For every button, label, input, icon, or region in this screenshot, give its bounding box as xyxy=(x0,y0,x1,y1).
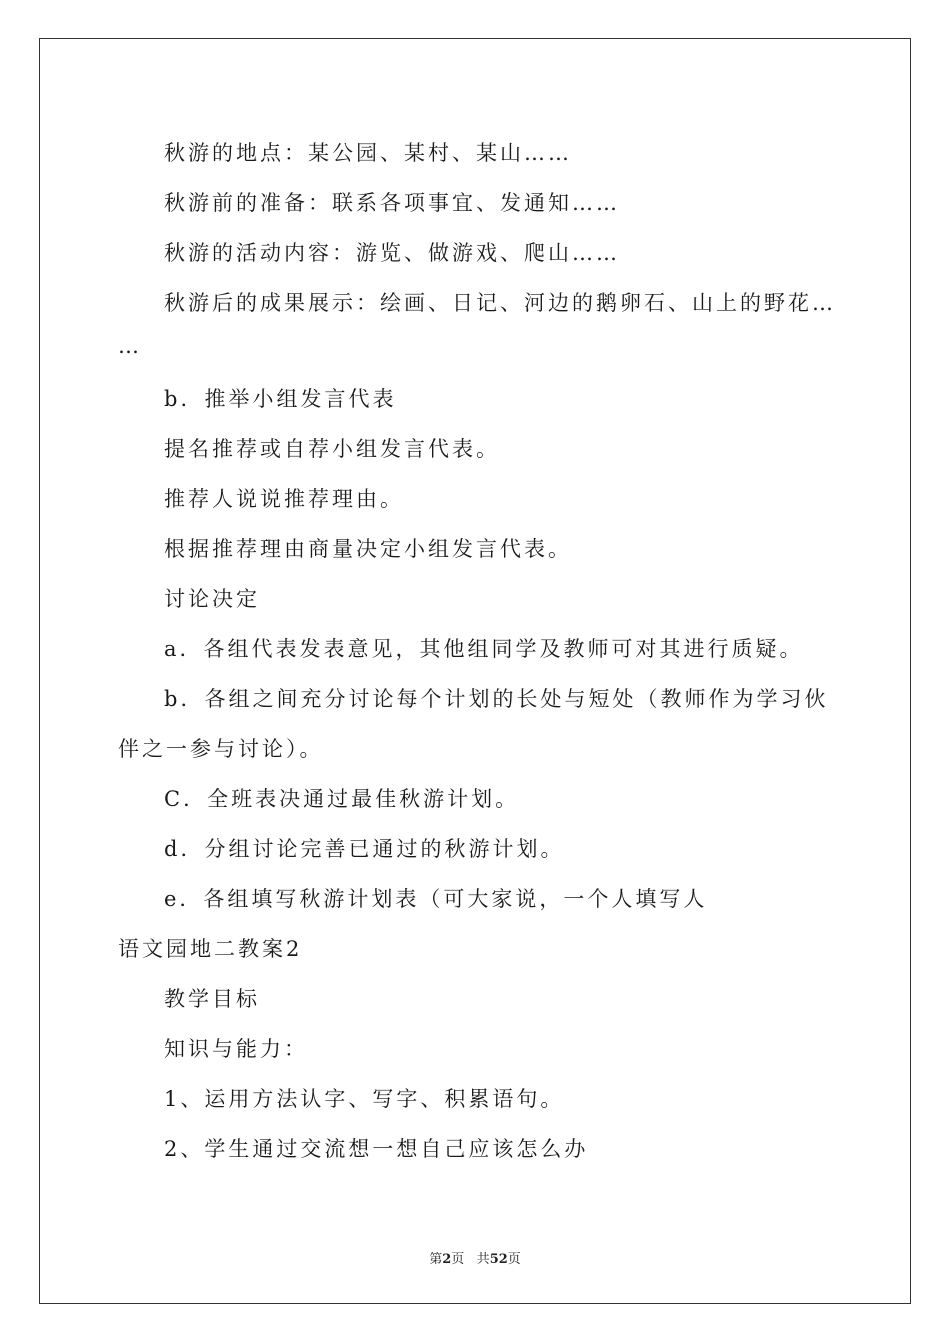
paragraph-line: 1、运用方法认字、写字、积累语句。 xyxy=(164,1087,565,1111)
paragraph-line: 秋游的活动内容：游览、做游戏、爬山…… xyxy=(164,241,620,265)
paragraph-line: 2、学生通过交流想一想自己应该怎么办 xyxy=(164,1137,589,1161)
footer-total-prefix: 共 xyxy=(476,1252,490,1267)
paragraph-line: b．各组之间充分讨论每个计划的长处与短处（教师作为学习伙 xyxy=(164,687,829,711)
paragraph-line: 伴之一参与讨论）。 xyxy=(118,737,324,761)
paragraph-line: 讨论决定 xyxy=(164,587,260,611)
paragraph-line: 教学目标 xyxy=(164,987,260,1011)
paragraph-line: 根据推荐理由商量决定小组发言代表。 xyxy=(164,537,572,561)
paragraph-line: 推荐人说说推荐理由。 xyxy=(164,487,404,511)
paragraph-line: 提名推荐或自荐小组发言代表。 xyxy=(164,437,500,461)
paragraph-line: … xyxy=(118,334,142,358)
paragraph-line: d．分组讨论完善已通过的秋游计划。 xyxy=(164,837,565,861)
paragraph-line: C．全班表决通过最佳秋游计划。 xyxy=(164,787,520,811)
document-body xyxy=(118,128,838,1174)
paragraph-line: 知识与能力： xyxy=(164,1037,308,1061)
paragraph-line: 秋游前的准备：联系各项事宜、发通知…… xyxy=(164,191,620,215)
footer-page-number: 2 xyxy=(442,1252,452,1267)
footer-prefix: 第 xyxy=(429,1252,443,1267)
footer-total-pages: 52 xyxy=(489,1252,508,1267)
paragraph-line: b．推举小组发言代表 xyxy=(164,387,397,411)
footer-page-unit: 页 xyxy=(451,1252,465,1267)
paragraph-line: 秋游后的成果展示：绘画、日记、河边的鹅卵石、山上的野花… xyxy=(164,291,836,315)
paragraph-line: a．各组代表发表意见，其他组同学及教师可对其进行质疑。 xyxy=(164,637,804,661)
paragraph-line: e．各组填写秋游计划表（可大家说，一个人填写人 xyxy=(164,887,708,911)
footer-total-unit: 页 xyxy=(507,1252,521,1267)
paragraph-line: 秋游的地点：某公园、某村、某山…… xyxy=(164,141,572,165)
section-heading: 语文园地二教案2 xyxy=(118,937,303,961)
page-footer xyxy=(0,1248,950,1267)
